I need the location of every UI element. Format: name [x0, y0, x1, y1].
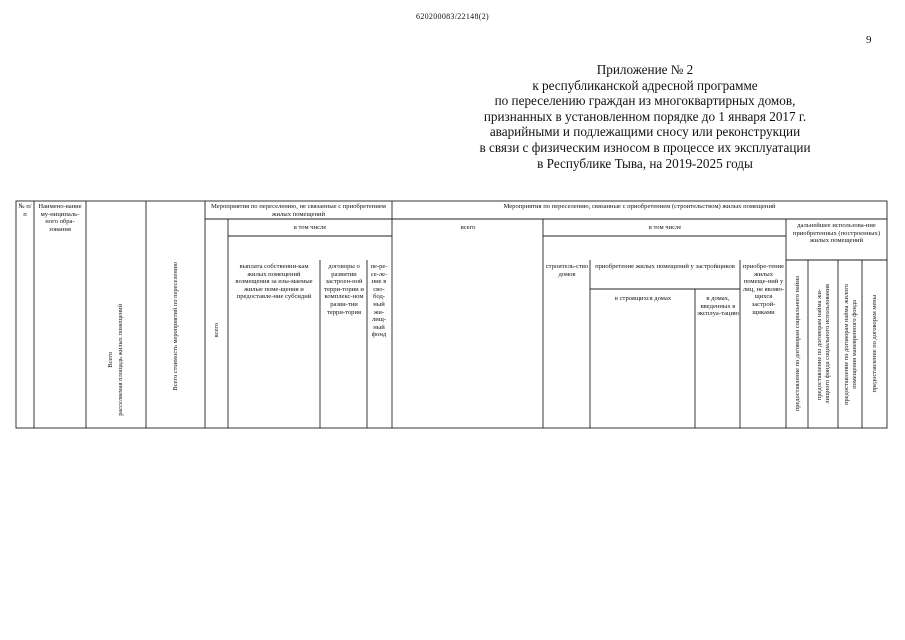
group-not-acq-incl-header: в том числе [293, 224, 327, 231]
col-use-maneuver-label-1: предоставление по договорам найма жилого [842, 283, 850, 405]
title-line-3: по переселению граждан из многоквартирных домов, [494, 93, 796, 109]
title-line-7: в Республике Тыва, на 2019-2025 годы [537, 155, 753, 171]
title-line-1: Приложение № 2 [596, 62, 694, 77]
title-line-6: в связи с физическим износом в процессе их эксплуатации [479, 139, 811, 155]
col-total-cost-label: Всего стоимость мероприятий по переселению [172, 261, 180, 391]
group-acq-incl-header: в том числе [648, 224, 682, 231]
col-acq-non-developers-header: приобре-тение жилых помеще-ний у лиц, не являю-щихся застрой-щиками [742, 263, 785, 316]
col-use-exchange-header [863, 262, 886, 426]
title-line-5: аварийными и подлежащими сносу или реконструкции [489, 124, 801, 140]
col-number-header: № п/п [18, 203, 32, 218]
col-total-area-header [90, 300, 142, 420]
col-construction-header: строитель-ство домов [545, 263, 589, 278]
col-use-social-label: предоставление по договорам социального найма [793, 276, 801, 412]
col-resettlement-header: пе-ре-се-ле-ние в сво-бод-ный жи-лищ-ный фонд [370, 263, 388, 339]
page-number: 9 [866, 34, 872, 46]
col-use-social-header [787, 262, 808, 426]
col-total-area-label-1: Всего [107, 352, 115, 368]
group-further-use-header: дальнейшее использова-ние приобретенных (построенных) жилых помещений [792, 222, 881, 245]
col-agreements-header: договоры о развитии застроен-ной терри-тории и комплекс-ном разви-тии терри-тория [324, 263, 364, 316]
col-under-construction-header: в строящихся домах [614, 295, 672, 302]
col-not-acq-total-header [206, 300, 228, 360]
col-total-cost-header [150, 228, 202, 424]
col-use-commercial-header [809, 262, 838, 426]
col-use-commercial-label-1: предоставление по договорам найма жи- [815, 288, 823, 400]
title-line-2: к республиканской адресной программе [532, 77, 758, 93]
col-payout-header: выплата собственни-кам жилых помещений возмещения за изы-маемые жилые поме-щения и предоставле-ние субсидий [235, 263, 313, 301]
col-use-maneuver-label-2: помещения маневренного фонда [850, 299, 858, 389]
col-commissioned-header: в домах, введенных в эксплуа-тацию [697, 295, 739, 318]
col-not-acq-total-label: всего [213, 322, 221, 338]
col-total-area-label-2: расселяемая площадь жилых помещений [117, 304, 124, 416]
title-line-4: признанных в установленном порядке до 1 января 2017 г. [483, 108, 807, 124]
col-use-exchange-label: предоставление по договорам мены [870, 295, 878, 393]
col-acq-developers-header: приобретение жилых помещений у застройщиков [595, 263, 735, 270]
col-use-commercial-label-2: лищного фонда социального использования [823, 284, 831, 404]
col-municipality-header: Наимено-вание му-ниципаль-ного обра-зования [38, 203, 82, 233]
col-use-maneuver-header [839, 262, 862, 426]
document-id: 620200083/22148(2) [416, 12, 489, 21]
group-acquisition-header: Мероприятия по переселению, связанные с приобретением (строительством) жилых помещений [503, 203, 776, 210]
group-not-acquisition-header: Мероприятия по переселению, не связанные с приобретением жилых помещений [211, 203, 386, 218]
col-acq-total-header: всего [460, 224, 476, 231]
